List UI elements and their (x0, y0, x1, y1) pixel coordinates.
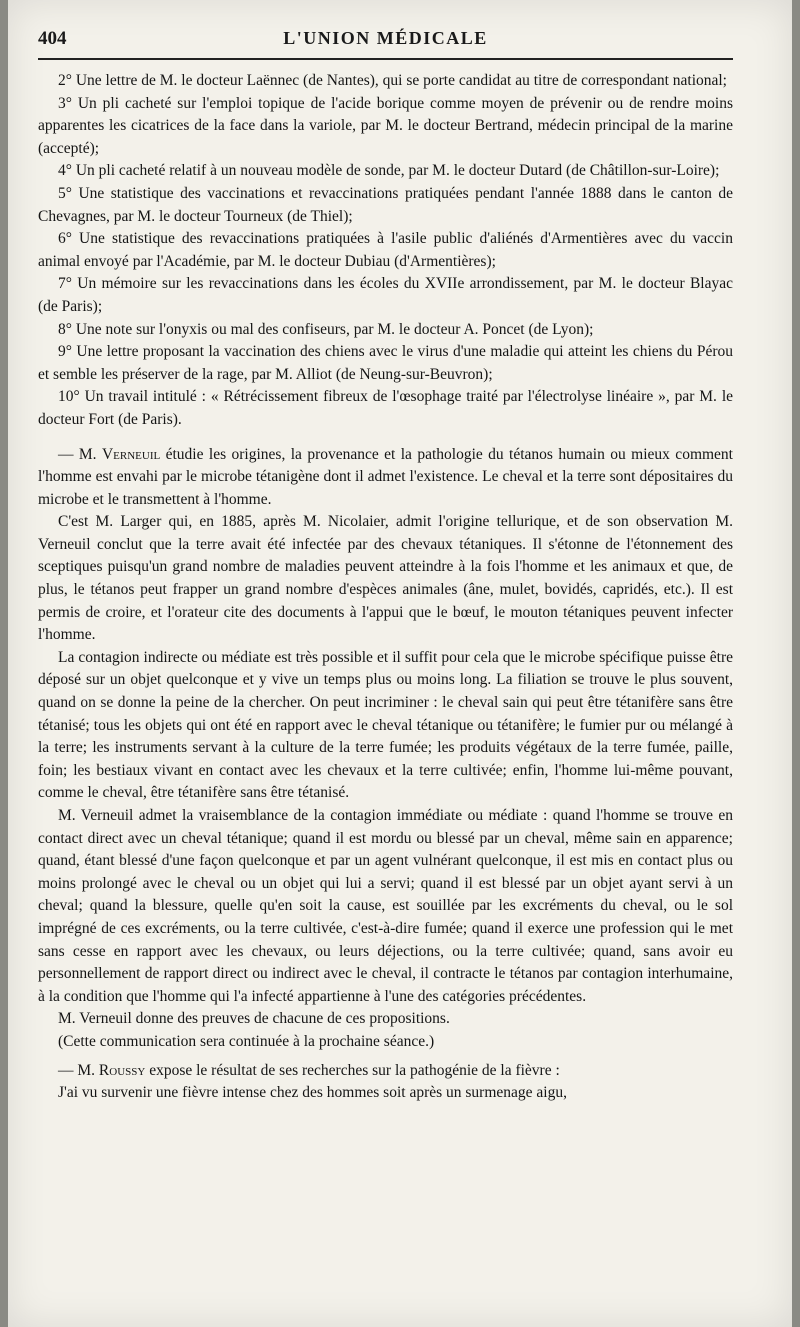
paragraph-lead: — M. (58, 1061, 99, 1079)
paragraph-text: étudie les origines, la provenance et la pathologie du tétanos humain ou mieux comment l'homme est envahi par le microbe tétanigène dont il admet l'existence. Le cheval et la terre sont dépositaires du microbe et le transmettent à l'homme. (38, 445, 733, 508)
paragraph-contagion-indirecte: La contagion indirecte ou médiate est très possible et il suffit pour cela que le microbe spécifique puisse être déposé sur un objet quelconque et y vive un temps plus ou moins long. La filiation se trouve le plus souvent, quand on se donne la peine de la chercher. On peut incriminer : le cheval sain qui peut être tétanifère sans être tétanisé; tous les objets qui ont été en rapport avec le cheval tétanique ou tétanifère; le fumier pur ou mélangé à la terre; les instruments servant à la culture de la terre fumée; les produits végétaux de la terre fumée, paille, foin; les bestiaux vivant en contact avec les chevaux et la terre cultivée; enfin, l'homme lui-même pouvant, comme le cheval, être tétanifère sans être tétanisé. (38, 648, 733, 802)
page-number: 404 (38, 28, 67, 49)
paragraph-verneuil-intro (38, 444, 733, 512)
paragraph-item-3: 3° Un pli cacheté sur l'emploi topique de l'acide borique comme moyen de prévenir ou de rendre moins apparentes les cicatrices de la face dans la variole, par M. le docteur Bertrand, médecin principal de la marine (accepté); (38, 94, 733, 157)
running-title: L'UNION MÉDICALE (283, 28, 488, 48)
speaker-name: Verneuil (101, 445, 161, 463)
body-text (38, 70, 733, 1105)
paragraph-item-8: 8° Une note sur l'onyxis ou mal des confiseurs, par M. le docteur A. Poncet (de Lyon); (58, 320, 594, 338)
paragraph-text: expose le résultat de ses recherches sur la pathogénie de la fièvre : (145, 1061, 560, 1079)
paragraph-roussy-intro (38, 1060, 733, 1083)
paragraph-preuves: M. Verneuil donne des preuves de chacune de ces propositions. (58, 1010, 450, 1028)
paragraph-item-2: 2° Une lettre de M. le docteur Laënnec (de Nantes), qui se porte candidat au titre de correspondant national; (58, 72, 727, 89)
paragraph-larger: C'est M. Larger qui, en 1885, après M. Nicolaier, admit l'origine tellurique, et de son observation M. Verneuil conclut que la terre avait été infectée par des chevaux tétaniques. Il s'étonne de l'étonnement des sceptiques puisqu'un grand nombre de maladies peuvent atteindre à la fois l'homme et les animaux et que, de plus, le tétanos peut frapper un grand nombre d'espèces animales (âne, mulet, bovidés, capridés, etc.). Il est permis de croire, et l'orateur cite des documents à l'appui que le bœuf, le mouton tétaniques peuvent infecter l'homme. (38, 513, 733, 644)
paragraph-item-10: 10° Un travail intitulé : « Rétrécissement fibreux de l'œsophage traité par l'électrolyse linéaire », par M. le docteur Fort (de Paris). (38, 388, 733, 428)
paragraph-item-7: 7° Un mémoire sur les revaccinations dans les écoles du XVIIe arrondissement, par M. le docteur Blayac (de Paris); (38, 275, 733, 315)
paragraph-lead: — M. (58, 445, 102, 463)
speaker-name: Roussy (98, 1061, 146, 1079)
page-header (38, 22, 733, 60)
paragraph-contagion-immediate: M. Verneuil admet la vraisemblance de la contagion immédiate ou médiate : quand l'homme se trouve en contact direct avec un cheval tétanique; quand il est mordu ou blessé par un cheval, même sain en apparence; quand, étant blessé d'une façon quelconque et par un agent vulnérant quelconque, il est mis en contact plus ou moins prolongé avec le cheval ou un objet qui lui a servi; quand il est blessé par un objet ayant servi à un cheval; quand la blessure, quelle qu'en soit la cause, est souillée par les excréments du cheval, ou le sol imprégné de ces excréments, ou la terre cultivée, c'est-à-dire fumée; quand il exerce une profession qui le met sans cesse en rapport avec les chevaux, ou leurs déjections, ou la terre cultivée; quand, sans avoir eu personnellement de rapport direct ou indirect avec le cheval, il contracte le tétanos par contagion interhumaine, à la condition que l'homme qui l'a infecté appartienne à l'une des catégories précédentes. (38, 807, 733, 1005)
page (8, 0, 792, 1327)
paragraph-item-5: 5° Une statistique des vaccinations et revaccinations pratiquées pendant l'année 1888 dans le canton de Chevagnes, par M. le docteur Tourneux (de Thiel); (38, 184, 733, 225)
paragraph-item-6: 6° Une statistique des revaccinations pratiquées à l'asile public d'aliénés d'Armentières avec du vaccin animal envoyé par l'Académie, par M. le docteur Dubiau (d'Armentières); (38, 230, 733, 270)
paragraph-item-4: 4° Un pli cacheté relatif à un nouveau modèle de sonde, par M. le docteur Dutard (de Châtillon-sur-Loire); (58, 162, 720, 180)
paragraph-roussy-quote: J'ai vu survenir une fièvre intense chez des hommes soit après un surmenage aigu, (58, 1084, 567, 1102)
paragraph-item-9: 9° Une lettre proposant la vaccination des chiens avec le virus d'une maladie qui atteint les chiens du Pérou et semble les préserver de la rage, par M. Alliot (de Neung-sur-Beuvron); (38, 343, 733, 383)
paragraph-continuation-note: (Cette communication sera continuée à la prochaine séance.) (58, 1032, 435, 1050)
